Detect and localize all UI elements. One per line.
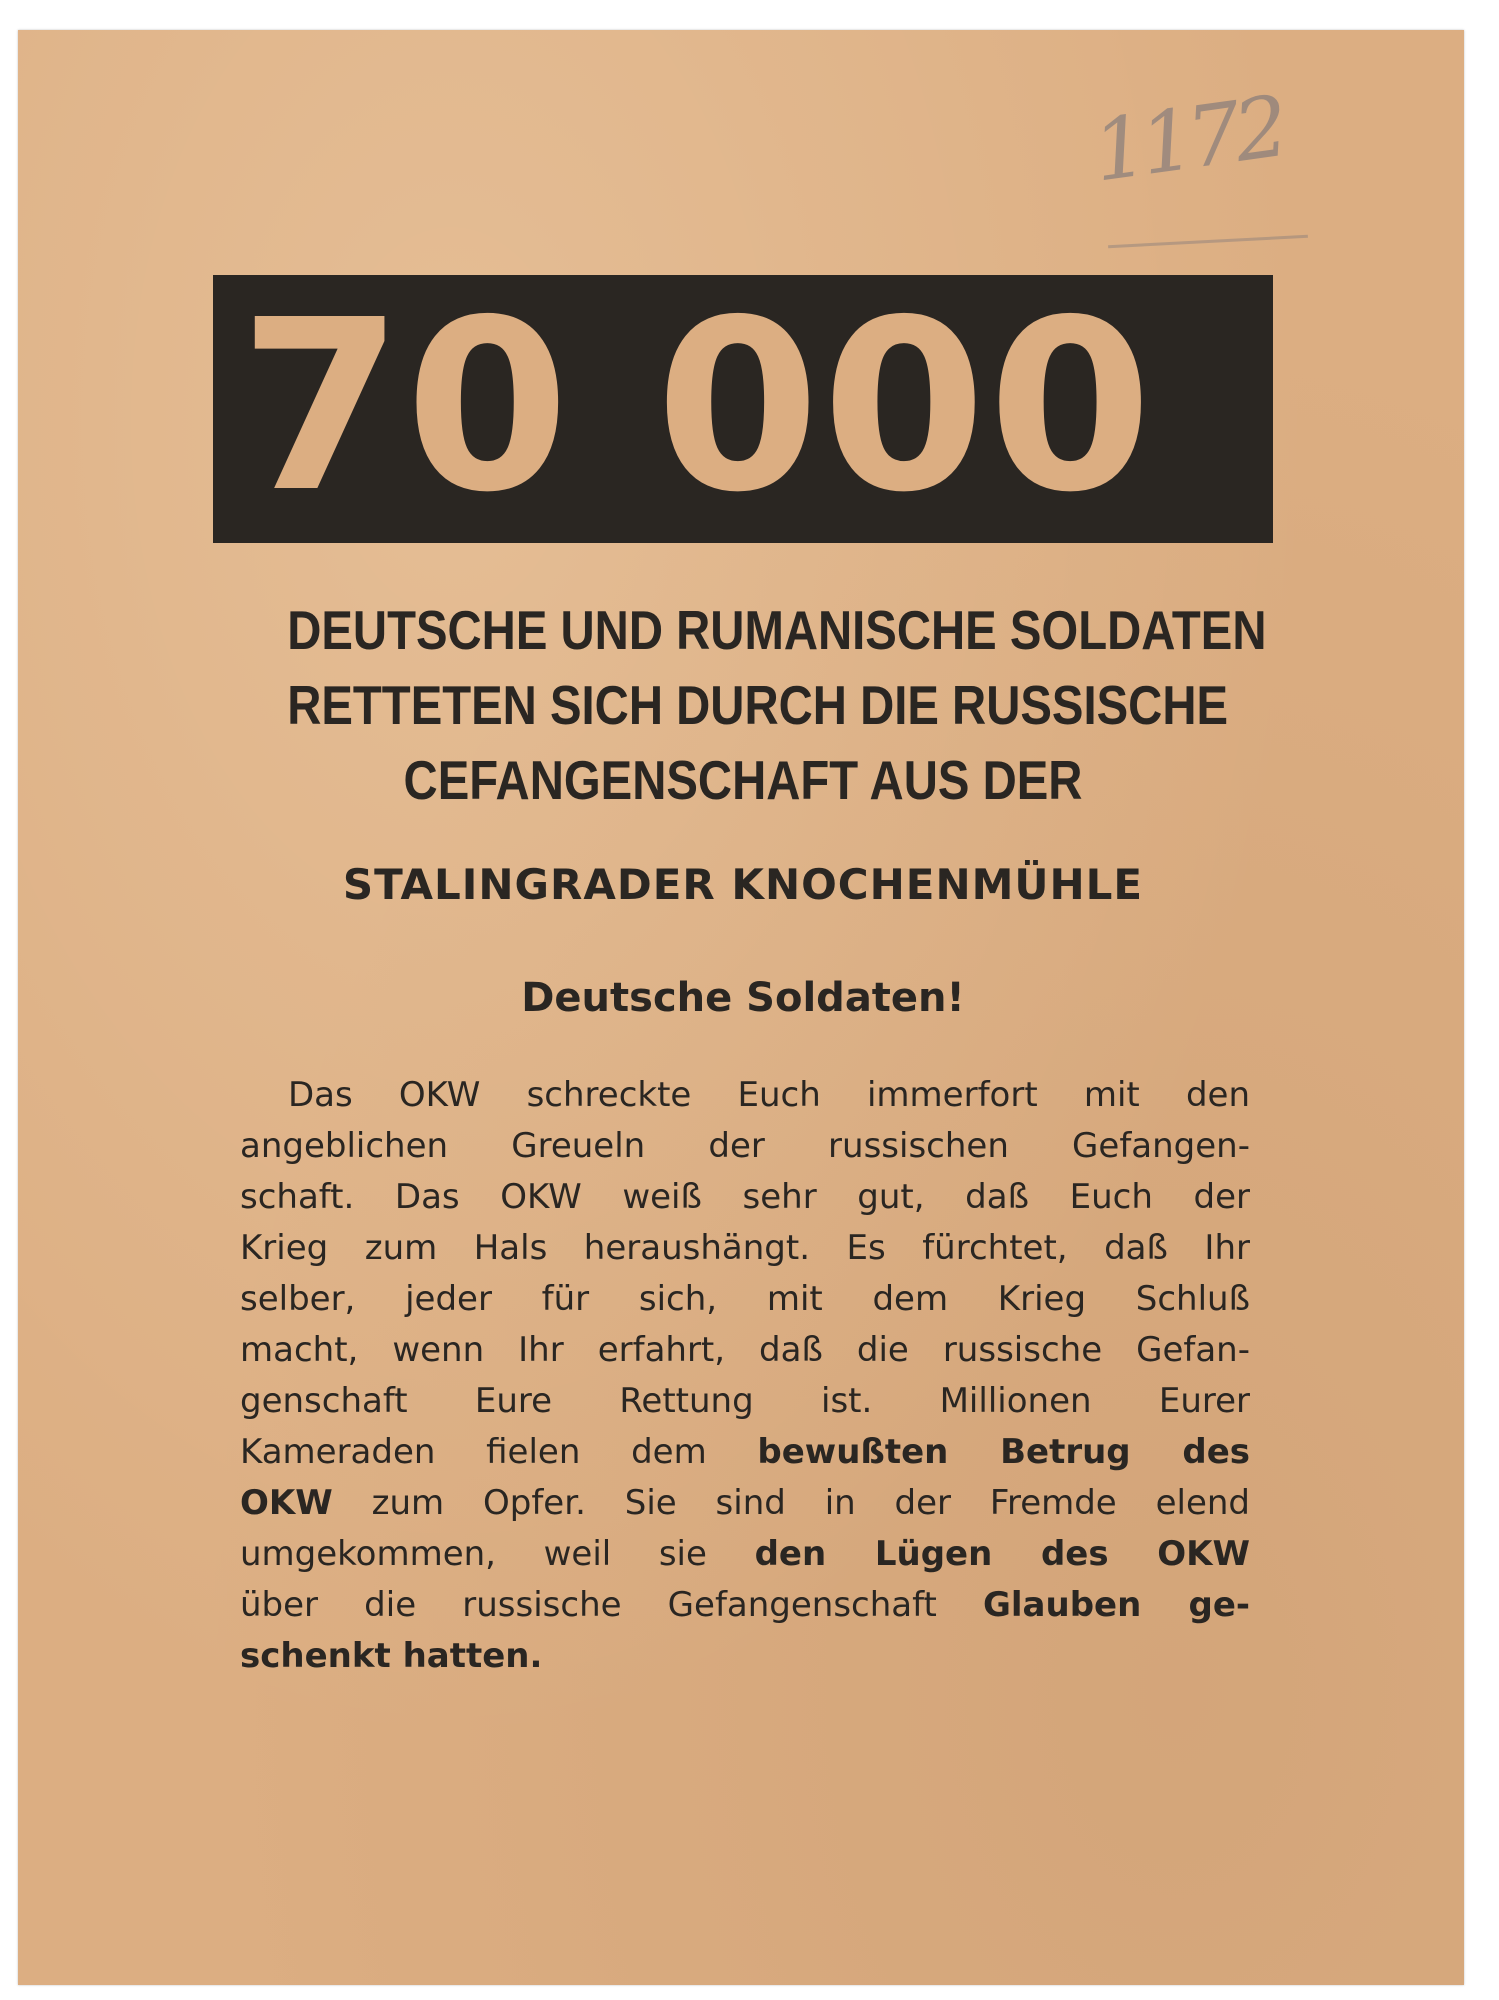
body-line: schaft. Das OKW weiß sehr gut, daß Euch der xyxy=(240,1177,1250,1217)
headline-line-2: RETTETEN SICH DURCH DIE RUSSISCHE xyxy=(287,674,1229,736)
leaflet-sheet xyxy=(18,30,1464,1985)
headline-line-3: CEFANGENSCHAFT AUS DER xyxy=(403,749,1083,811)
headline-line-1: DEUTSCHE UND RUMANISCHE SOLDATEN xyxy=(287,599,1267,661)
subhead: STALINGRADER KNOCHENMÜHLE xyxy=(342,860,1144,909)
body-text-regular: Kameraden fielen dem xyxy=(240,1432,707,1472)
body-text-bold: OKW xyxy=(240,1483,333,1523)
banner-number: 70 000 xyxy=(239,275,1155,543)
body-line xyxy=(240,1478,1250,1529)
body-line xyxy=(240,1427,1250,1478)
body-line xyxy=(240,1580,1250,1631)
body-line: Krieg zum Hals heraushängt. Es fürchtet, daß Ihr xyxy=(240,1228,1250,1268)
body-line: angeblichen Greueln der russischen Gefangen- xyxy=(240,1126,1250,1166)
body-paragraph xyxy=(240,1070,1250,1682)
body-text-regular: zum Opfer. Sie sind in der Fremde elend xyxy=(371,1483,1250,1523)
body-text-bold: schenkt hatten. xyxy=(240,1636,543,1676)
body-text-bold: Glauben ge- xyxy=(983,1585,1250,1625)
body-text-regular: umgekommen, weil sie xyxy=(240,1534,707,1574)
handwritten-underline xyxy=(1108,235,1308,248)
body-line xyxy=(240,1631,1250,1682)
headline-banner xyxy=(213,275,1273,543)
body-line xyxy=(240,1529,1250,1580)
body-line: selber, jeder für sich, mit dem Krieg Schluß xyxy=(240,1279,1250,1319)
handwritten-number: 1172 xyxy=(1087,77,1289,201)
body-line: Das OKW schreckte Euch immerfort mit den xyxy=(288,1075,1250,1115)
body-text-bold: den Lügen des OKW xyxy=(754,1534,1250,1574)
body-line: macht, wenn Ihr erfahrt, daß die russische Gefan- xyxy=(240,1330,1250,1370)
body-text-regular: über die russische Gefangenschaft xyxy=(240,1585,937,1625)
salutation: Deutsche Soldaten! xyxy=(521,975,965,1021)
body-text-bold: bewußten Betrug des xyxy=(757,1432,1250,1472)
body-line: genschaft Eure Rettung ist. Millionen Eurer xyxy=(240,1381,1250,1421)
